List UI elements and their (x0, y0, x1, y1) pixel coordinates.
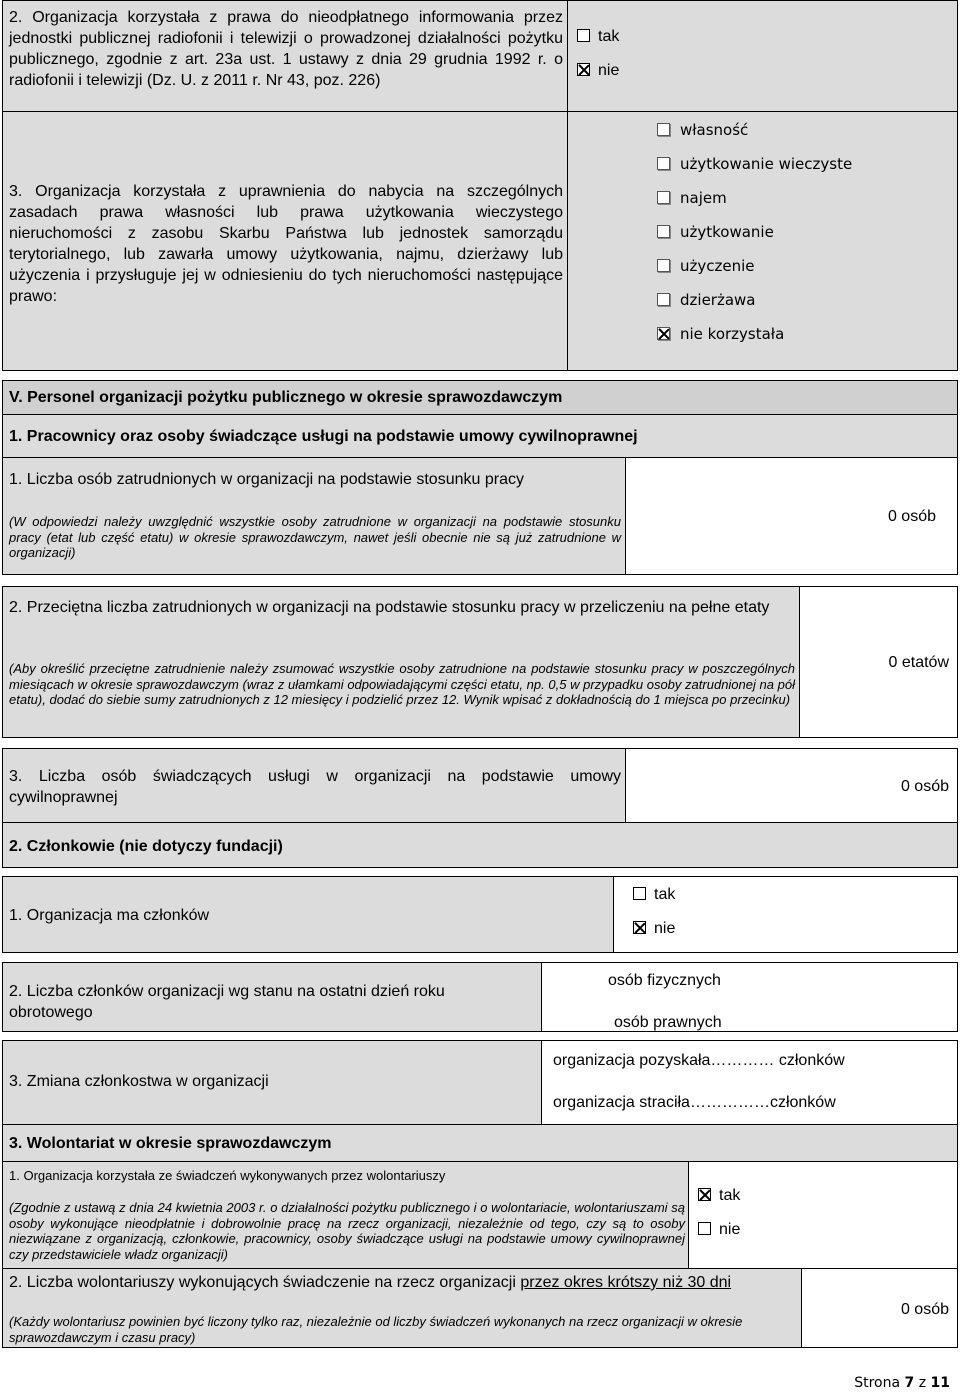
m2-question-text: 2. Liczba członków organizacji wg stanu na ostatni dzień roku obrotowego (9, 983, 445, 1021)
m2-prawnych[interactable]: osób prawnych (614, 1014, 722, 1031)
s2-option-nie[interactable] (577, 61, 619, 81)
checkbox-empty-icon[interactable] (657, 293, 670, 306)
section-v-header (2, 380, 958, 415)
s3-option-najem[interactable] (657, 189, 727, 207)
checkbox-empty-icon[interactable] (657, 157, 670, 170)
w2-question-text (9, 1272, 789, 1293)
m3-answer-cell (541, 1040, 958, 1125)
s2-option-nie-label: nie (598, 62, 620, 79)
s2-question-text: 2. Organizacja korzystała z prawa do nieodpłatnego informowania przez jednostki publicznej radiofonii i telewizji o prowadzonej działalności pożytku publicznego, zgodnie z art. 23a ust. 1 ustawy z dnia 29 grudnia 1992 r. o radiofonii i telewizji (Dz. U. z 2011 r. Nr 43, poz. 226) (9, 9, 563, 89)
s3-option-label: użyczenie (680, 257, 755, 275)
page-label: Strona (854, 1375, 905, 1391)
m2-question-cell (2, 962, 542, 1032)
m1-option-nie-label: nie (654, 920, 676, 937)
q1-answer-cell (625, 457, 958, 575)
s3-option-label: najem (680, 189, 727, 207)
checkbox-checked-icon[interactable] (698, 1188, 711, 1201)
m3-gain[interactable]: organizacja pozyskała………… członków (553, 1052, 845, 1069)
checkbox-checked-icon[interactable] (633, 921, 646, 934)
q1-question-cell (2, 457, 626, 575)
m1-question-text: 1. Organizacja ma członków (9, 907, 210, 924)
m3-question-cell (2, 1040, 542, 1125)
q3-answer-cell (625, 748, 958, 823)
s3-option-label: użytkowanie (680, 223, 774, 241)
section-s2-answer-cell (567, 0, 958, 112)
checkbox-empty-icon[interactable] (657, 191, 670, 204)
w1-answer-cell (688, 1161, 958, 1269)
checkbox-empty-icon[interactable] (657, 225, 670, 238)
s3-option-label: dzierżawa (680, 291, 756, 309)
q3-value[interactable]: 0 osób (900, 778, 949, 795)
s2-option-tak[interactable] (577, 27, 619, 47)
subsection-1-title: 1. Pracownicy oraz osoby świadczące usługi na podstawie umowy cywilnoprawnej (9, 428, 638, 445)
subsection-1-header (2, 414, 958, 458)
s3-option-label: własność (680, 121, 749, 139)
q1-note: (W odpowiedzi należy uwzględnić wszystkie osoby zatrudnione w organizacji na podstawie stosunku pracy (etat lub część etatu) w okresie sprawozdawczym, nawet jeśli obecnie nie są już zatrudnione w organizacji) (9, 514, 621, 560)
subsection-2-title: 2. Członkowie (nie dotyczy fundacji) (9, 838, 283, 855)
s3-question-text: 3. Organizacja korzystała z uprawnienia do nabycia na szczególnych zasadach prawa własności lub prawa użytkowania wieczystego nieruchomości z zasobu Skarbu Państwa lub jednostek samorządu terytorialnego, lub zawarła umowy użytkowania, najmu, dzierżawy lub użyczenia i przysługuje jej w odniesieniu do tych nieruchomości następujące prawo: (9, 183, 563, 305)
checkbox-empty-icon[interactable] (657, 123, 670, 136)
s3-option-wlasnosc[interactable] (657, 121, 748, 139)
w1-option-tak[interactable] (698, 1186, 740, 1206)
s3-option-uzytkowanie[interactable] (657, 223, 774, 241)
m2-answer-cell (541, 962, 958, 1032)
checkbox-empty-icon[interactable] (577, 29, 590, 42)
checkbox-empty-icon[interactable] (633, 887, 646, 900)
checkbox-checked-icon[interactable] (577, 63, 590, 76)
q2-answer-cell (799, 586, 958, 738)
m1-question-cell (2, 876, 614, 953)
subsection-3-header (2, 1124, 958, 1162)
section-s3-answer-cell (567, 111, 958, 371)
subsection-2-header (2, 822, 958, 868)
checkbox-checked-icon[interactable] (657, 327, 670, 340)
page-footer (854, 1374, 950, 1392)
page-of: z (914, 1375, 931, 1391)
q2-note: (Aby określić przeciętne zatrudnienie należy zsumować wszystkie osoby zatrudnione na podstawie stosunku pracy w poszczególnych miesiącach w okresie sprawozdawczym (wraz z ułamkami odpowiadającymi części etatu, np. 0,5 w przypadku osoby zatrudnionej na pół etatu), dodać do siebie sumy zatrudnionych z 12 miesięcy i podzielić przez 12. Wynik wpisać z dokładnością do 1 miejsca po przecinku) (9, 661, 795, 707)
checkbox-empty-icon[interactable] (698, 1222, 711, 1235)
q1-question-text: 1. Liczba osób zatrudnionych w organizacji na podstawie stosunku pracy (9, 471, 524, 488)
q2-question-cell (2, 586, 800, 738)
subsection-3-title: 3. Wolontariat w okresie sprawozdawczym (9, 1135, 332, 1152)
w2-question-underlined: przez okres krótszy niż 30 dni (520, 1274, 732, 1291)
section-v-title: V. Personel organizacji pożytku publicznego w okresie sprawozdawczym (9, 389, 563, 406)
w2-question-cell (2, 1268, 802, 1348)
m1-answer-cell (613, 876, 958, 953)
m2-fizycznych[interactable]: osób fizycznych (608, 972, 721, 989)
m1-option-tak[interactable] (633, 885, 675, 905)
w2-question-main: 2. Liczba wolontariuszy wykonujących świadczenie na rzecz organizacji (9, 1274, 521, 1291)
q3-question-cell (2, 748, 626, 823)
w1-question-cell (2, 1161, 689, 1269)
s3-option-uzytkowanie-wieczyste[interactable] (657, 155, 852, 173)
w1-option-tak-label: tak (719, 1187, 741, 1204)
s3-option-label: nie korzystała (680, 325, 785, 343)
s3-option-dzierzawa[interactable] (657, 291, 755, 309)
w1-question-text: 1. Organizacja korzystała ze świadczeń wykonywanych przez wolontariuszy (9, 1168, 446, 1183)
w2-note: (Każdy wolontariusz powinien być liczony tylko raz, niezależnie od liczby świadczeń wykonanych na rzecz organizacji w okresie sprawozdawczym i czasu pracy) (9, 1314, 743, 1345)
s2-option-tak-label: tak (598, 28, 620, 45)
section-s3-question-cell (2, 111, 568, 371)
q2-question-text: 2. Przeciętna liczba zatrudnionych w organizacji na podstawie stosunku pracy w przeliczeniu na pełne etaty (9, 599, 770, 616)
page-number: 7 (904, 1375, 915, 1391)
s3-option-label: użytkowanie wieczyste (680, 155, 853, 173)
m3-question-text: 3. Zmiana członkostwa w organizacji (9, 1073, 269, 1090)
page-total: 11 (930, 1375, 950, 1391)
q1-value[interactable]: 0 osób (887, 508, 936, 525)
w1-option-nie-label: nie (719, 1221, 741, 1238)
w2-answer-cell (801, 1268, 958, 1348)
s3-option-uzyczenie[interactable] (657, 257, 755, 275)
m1-option-nie[interactable] (633, 919, 675, 939)
q3-question-text: 3. Liczba osób świadczących usługi w organizacji na podstawie umowy cywilnoprawnej (9, 768, 621, 806)
q2-value[interactable]: 0 etatów (888, 654, 949, 671)
w1-note: (Zgodnie z ustawą z dnia 24 kwietnia 2003 r. o działalności pożytku publicznego i o wolontariacie, wolontariuszami są osoby wykonujące nieodpłatnie i dobrowolnie pracę na rzecz organizacji, niezależnie od tego, czy są to osoby niezwiązane z organizacją, członkowie, pracownicy, osoby świadczące usługi na podstawie umowy cywilnoprawnej czy przedstawiciele władz organizacji) (9, 1200, 685, 1262)
m3-loss[interactable]: organizacja straciła……………członków (553, 1094, 836, 1111)
w1-option-nie[interactable] (698, 1220, 740, 1240)
m1-option-tak-label: tak (654, 886, 676, 903)
checkbox-empty-icon[interactable] (657, 259, 670, 272)
s3-option-nie-korzystala[interactable] (657, 325, 784, 343)
section-s2-question-cell (2, 0, 568, 112)
w2-value[interactable]: 0 osób (900, 1301, 949, 1318)
